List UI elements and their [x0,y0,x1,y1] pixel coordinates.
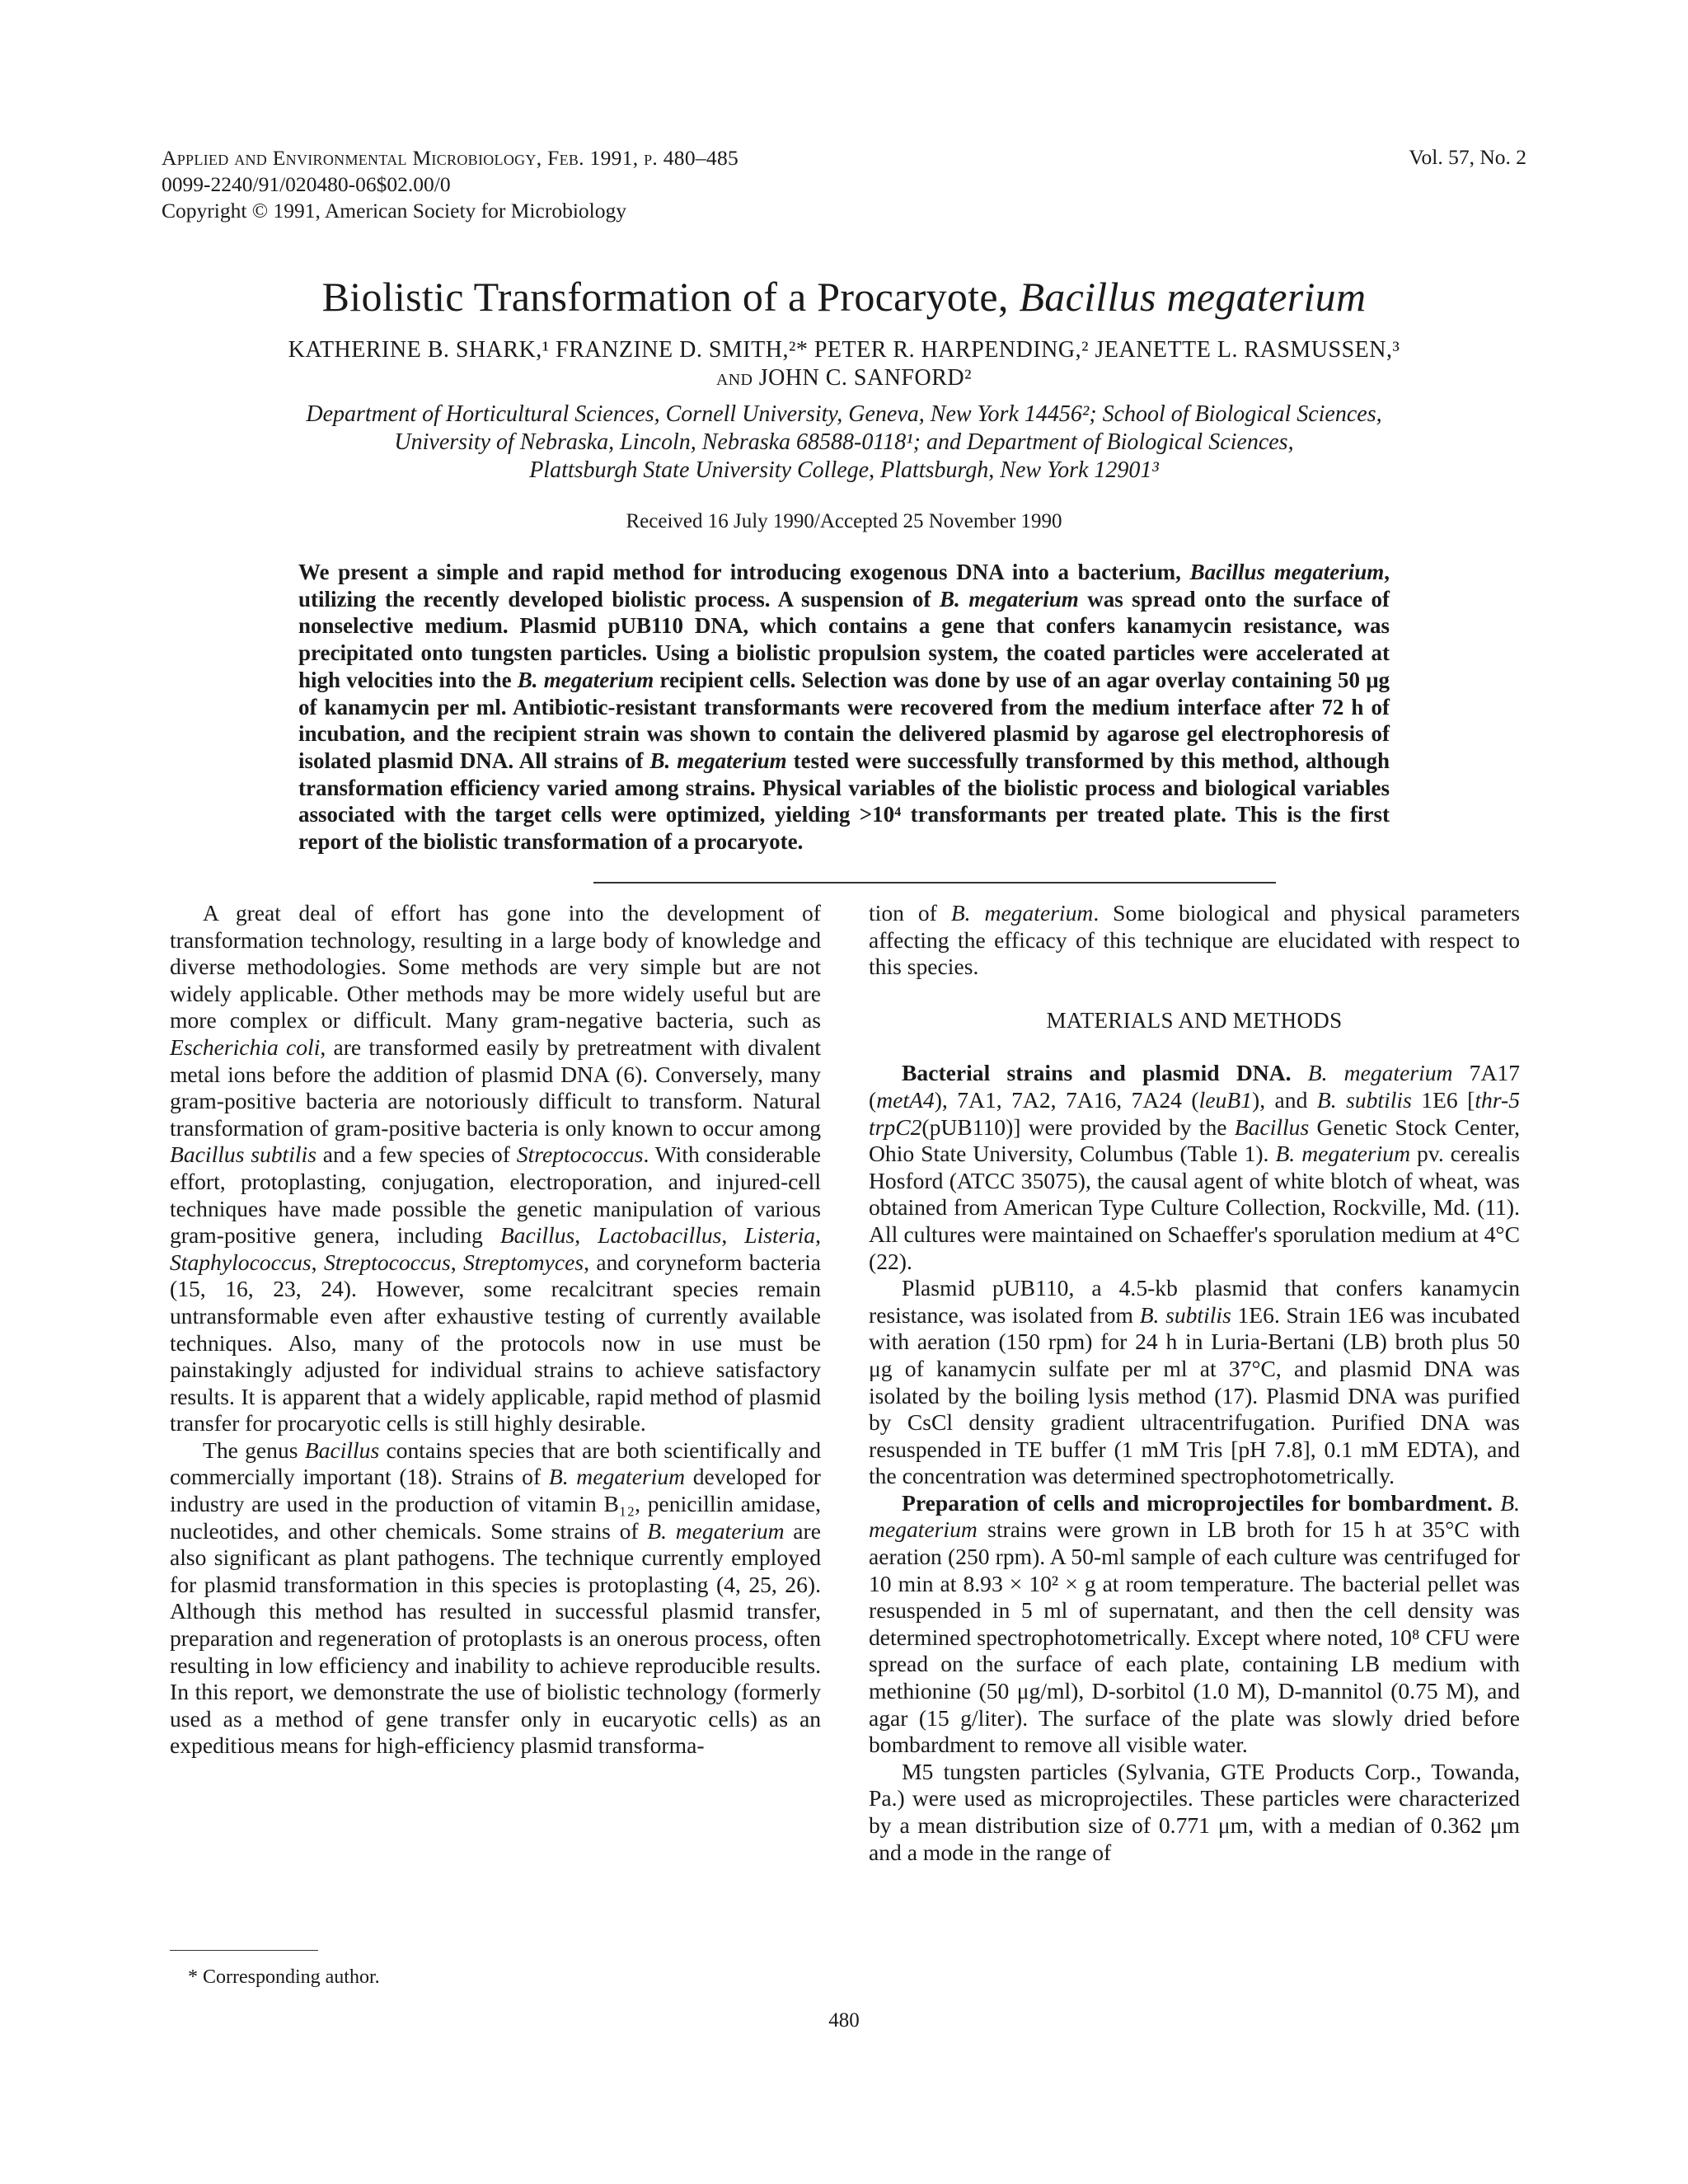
issn-line: 0099-2240/91/020480-06$02.00/0 [162,172,451,196]
abstract-text: We present a simple and rapid method for introducing exogenous DNA into a bacterium, [298,560,1190,584]
copyright-line: Copyright © 1991, American Society for Microbiology [162,199,627,223]
article-title [0,272,1688,321]
abstract-species: B. megaterium [649,748,787,773]
intro-paragraph-1: A great deal of effort has gone into the development of transformation technology, resulting in a large body of knowledge and diverse methodologies. Some methods are very simple but are not widely applicable. Other methods may be more widely useful but are more complex or difficult. Many gram-negative bacteria, such as Escherichia coli, are transformed easily by pretreatment with divalent metal ions before the addition of plasmid DNA (6). Conversely, many gram-positive bacteria are notoriously difficult to transform. Natural transformation of gram-positive bacteria is only known to occur among Bacillus subtilis and a few species of Streptococcus. With considerable effort, protoplasting, conjugation, electroporation, and injured-cell techniques have made possible the genetic manipulation of various gram-positive genera, including Bacillus, Lactobacillus, Listeria, Staphylococcus, Streptococcus, Streptomyces, and coryneform bacteria (15, 16, 23, 24). However, some recalcitrant species remain untransformable even after exhaustive testing of currently available techniques. Also, many of the protocols now in use must be painstakingly adjusted for individual strains to achieve satisfactory results. It is apparent that a widely applicable, rapid method of plasmid transfer for procaryotic cells is still highly desirable. [170,900,822,1436]
methods-paragraph-plasmid: Plasmid pUB110, a 4.5-kb plasmid that confers kanamycin resistance, was isolated from B. subtilis 1E6. Strain 1E6 was incubated with aeration (150 rpm) for 24 h in Luria-Bertani (LB) broth plus 50 μg of kanamycin sulfate per ml at 37°C, and plasmid DNA was isolated by the boiling lysis method (17). Plasmid DNA was purified by CsCl density gradient ultracentrifugation. Purified DNA was resuspended in TE buffer (1 mM Tris [pH 7.8], 0.1 mM EDTA), and the concentration was determined spectrophotometrically. [869,1275,1521,1489]
abstract-text: tested were successfully transformed by this method, although transformation efficiency varied among strains. Physical variables of the biolistic process and biological variables associated with the target cells were optimized, yielding >10⁴ transformants per treated plate. This is the first report of the biolistic transformation of a procaryote. [298,748,1390,855]
affiliation-line: Department of Horticultural Sciences, Cornell University, Geneva, New York 14456²; School of Biological Sciences, [306,401,1382,427]
authors-and: and [715,365,753,391]
abstract-divider [593,882,1276,883]
methods-paragraph-preparation: Preparation of cells and microprojectiles for bombardment. B. megaterium strains were grown in LB broth for 15 h at 35°C with aeration (250 rpm). A 50-ml sample of each culture was centrifuged for 10 min at 8.93 × 10² × g at room temperature. The bacterial pellet was resuspended in 5 ml of supernatant, and then the cell density was determined spectrophotometrically. Except where noted, 10⁸ CFU were spread on the surface of each plate, containing LB medium with methionine (50 μg/ml), D-sorbitol (1.0 M), D-mannitol (0.75 M), and agar (15 g/liter). The surface of the plate was slowly dried before bombardment to remove all visible water. [869,1489,1520,1758]
left-column [170,900,821,1760]
abstract-text: recipient cells. Selection was done by use of an agar overlay containing 50 μg of kanamycin per ml. Antibiotic-resistant transformants were recovered from the medium interface after 72 h of incubation, and the recipient strain was shown to contain the delivered plasmid by agarose gel electrophoresis of isolated plasmid DNA. All strains of [298,667,1390,773]
footnote: * Corresponding author. [188,1966,380,1988]
section-heading: MATERIALS AND METHODS [1046,1007,1343,1033]
author-list [162,336,1526,392]
methods-paragraph-tungsten: M5 tungsten particles (Sylvania, GTE Products Corp., Towanda, Pa.) were used as microprojectiles. These particles were characterized by a mean distribution size of 0.771 μm, with a median of 0.362 μm and a mode in the range of [869,1758,1520,1865]
authors-last: JOHN C. SANFORD² [753,365,973,391]
abstract-text: , utilizing the recently developed biolistic process. A suspension of [298,560,1390,612]
received-dates: Received 16 July 1990/Accepted 25 November 1990 [626,510,1062,532]
abstract-text: was spread onto the surface of nonselective medium. Plasmid pUB110 DNA, which contains a gene that confers kanamycin resistance, was precipitated onto tungsten particles. Using a biolistic propulsion system, the coated particles were accelerated at high velocities into the [298,586,1390,692]
volume-info: Vol. 57, No. 2 [1409,145,1526,169]
abstract-species: B. megaterium [517,667,654,692]
affiliation-line: Plattsburgh State University College, Plattsburgh, New York 12901³ [529,457,1159,483]
running-header [162,145,738,224]
title-main: Biolistic Transformation of a Procaryote, [321,274,1020,320]
affiliation-line: University of Nebraska, Lincoln, Nebraska 68588-0118¹; and Department of Biological Sciences, [394,429,1294,455]
right-column [869,900,1520,1866]
authors-line-2 [162,364,1526,392]
title-species: Bacillus megaterium [1019,274,1367,320]
intro-continuation: tion of B. megaterium. Some biological and physical parameters affecting the efficacy of this technique are elucidated with respect to this species. [869,900,1520,980]
page-number: 480 [828,2009,860,2032]
footnote-divider [170,1950,318,1951]
methods-paragraph-strains: Bacterial strains and plasmid DNA. B. megaterium 7A17 (metA4), 7A1, 7A2, 7A16, 7A24 (leuB1), and B. subtilis 1E6 [thr-5 trpC2(pUB110)] were provided by the Bacillus Genetic Stock Center, Ohio State University, Columbus (Table 1). B. megaterium pv. cerealis Hosford (ATCC 35075), the causal agent of white blotch of wheat, was obtained from American Type Culture Collection, Rockville, Md. (11). All cultures were maintained on Schaeffer's sporulation medium at 4°C (22). [869,1060,1521,1274]
abstract-species: B. megaterium [940,586,1079,612]
journal-line: Applied and Environmental Microbiology, Feb. 1991, p. 480–485 [162,146,739,170]
intro-paragraph-2: The genus Bacillus contains species that are both scientifically and commercially important (18). Strains of B. megaterium developed for industry are used in the production of vitamin B₁₂, penicillin amidase, nucleotides, and other chemicals. Some strains of B. megaterium are also significant as plant pathogens. The technique currently employed for plasmid transformation in this species is protoplasting (4, 25, 26). Although this method has resulted in successful plasmid transfer, preparation and regeneration of protoplasts is an onerous process, often resulting in low efficiency and inability to achieve reproducible results. In this report, we demonstrate the use of biolistic technology (formerly used as a method of gene transfer only in eucaryotic cells) as an expeditious means for high-efficiency plasmid transforma- [170,1436,821,1759]
authors-line-1: KATHERINE B. SHARK,¹ FRANZINE D. SMITH,²* PETER R. HARPENDING,² JEANETTE L. RASMUSSEN,³ [288,337,1400,363]
abstract [298,559,1390,855]
affiliations [162,401,1526,485]
abstract-species: Bacillus megaterium [1189,560,1385,584]
